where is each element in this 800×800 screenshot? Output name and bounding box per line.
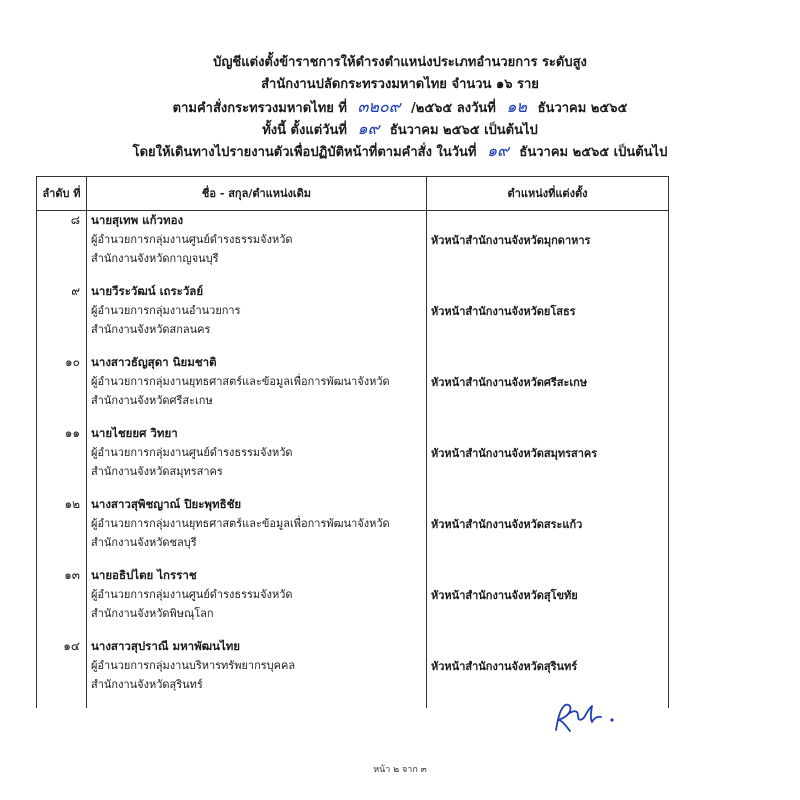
row-number: ๑๓ <box>37 566 87 637</box>
order-prefix: ตามคำสั่งกระทรวงมหาดไทย ที่ <box>172 101 347 116</box>
row-number: ๘ <box>37 211 87 283</box>
person-cell <box>87 566 427 637</box>
new-position-cell <box>427 211 669 283</box>
order-day-handwritten: ๑๒ <box>506 97 528 116</box>
new-position-cell <box>427 637 669 708</box>
office-count-text: สำนักงานปลัดกระทรวงมหาดไทย จำนวน ๑๖ ราย <box>261 77 539 92</box>
report-suffix: ธันวาคม ๒๕๖๕ เป็นต้นไป <box>519 145 668 160</box>
order-number-handwritten: ๓๒๐๙ <box>357 97 401 116</box>
header-order-line <box>0 96 800 118</box>
table-row <box>37 495 669 566</box>
old-position: ผู้อำนวยการกลุ่มงานศูนย์ดำรงธรรมจังหวัด <box>91 588 293 601</box>
order-mid: /๒๕๖๕ ลงวันที่ <box>411 101 496 116</box>
new-position: หัวหน้าสำนักงานจังหวัดยโสธร <box>431 305 576 318</box>
effective-prefix: ทั้งนี้ ตั้งแต่วันที่ <box>262 123 347 138</box>
old-office: สำนักงานจังหวัดชลบุรี <box>91 536 197 549</box>
old-position: ผู้อำนวยการกลุ่มงานศูนย์ดำรงธรรมจังหวัด <box>91 233 293 246</box>
new-position: หัวหน้าสำนักงานจังหวัดสระแก้ว <box>431 518 583 531</box>
effective-day-handwritten: ๑๙ <box>357 119 380 138</box>
old-office: สำนักงานจังหวัดสุรินทร์ <box>91 678 203 691</box>
person-name: นางสาวสุพิชญาณ์ ปิยะพุทธิชัย <box>91 497 242 511</box>
table-row <box>37 424 669 495</box>
column-header-number: ลำดับ ที่ <box>37 177 87 211</box>
old-office: สำนักงานจังหวัดสมุทรสาคร <box>91 465 223 478</box>
report-prefix: โดยให้เดินทางไปรายงานตัวเพื่อปฏิบัติหน้าที่ตามคำสั่ง ในวันที่ <box>132 145 477 160</box>
header-office-line <box>0 74 800 96</box>
person-name: นางสาวธัญสุดา นิยมชาติ <box>91 355 217 369</box>
row-number: ๑๑ <box>37 424 87 495</box>
old-position: ผู้อำนวยการกลุ่มงานยุทธศาสตร์และข้อมูลเพื่อการพัฒนาจังหวัด <box>91 375 390 388</box>
person-cell <box>87 282 427 353</box>
new-position-cell <box>427 566 669 637</box>
document-header <box>0 52 800 162</box>
column-header-name: ชื่อ - สกุล/ตำแหน่งเดิม <box>87 177 427 211</box>
old-office: สำนักงานจังหวัดศรีสะเกษ <box>91 394 213 407</box>
table-row <box>37 353 669 424</box>
person-cell <box>87 424 427 495</box>
new-position-cell <box>427 353 669 424</box>
old-office: สำนักงานจังหวัดพิษณุโลก <box>91 607 214 620</box>
new-position: หัวหน้าสำนักงานจังหวัดมุกดาหาร <box>431 234 591 247</box>
person-cell <box>87 637 427 708</box>
report-day-handwritten: ๑๙ <box>487 141 509 160</box>
person-cell <box>87 353 427 424</box>
table-row <box>37 211 669 283</box>
page-number: หน้า ๒ จาก ๓ <box>373 765 427 775</box>
effective-suffix: ธันวาคม ๒๕๖๕ เป็นต้นไป <box>389 123 538 138</box>
new-position-cell <box>427 424 669 495</box>
header-title-line <box>0 52 800 74</box>
column-header-new-position: ตำแหน่งที่แต่งตั้ง <box>427 177 669 211</box>
person-cell <box>87 211 427 283</box>
order-suffix: ธันวาคม ๒๕๖๕ <box>537 101 628 116</box>
table-row <box>37 566 669 637</box>
table-header-row <box>37 177 669 211</box>
new-position: หัวหน้าสำนักงานจังหวัดสุโขทัย <box>431 589 578 602</box>
appointment-table <box>36 176 669 708</box>
new-position: หัวหน้าสำนักงานจังหวัดสุรินทร์ <box>431 660 578 673</box>
header-report-line <box>0 140 800 162</box>
old-office: สำนักงานจังหวัดสกลนคร <box>91 323 211 336</box>
person-name: นายไชยยศ วิทยา <box>91 426 178 440</box>
old-position: ผู้อำนวยการกลุ่มงานศูนย์ดำรงธรรมจังหวัด <box>91 446 293 459</box>
person-name: นางสาวสุปราณี มหาพัฒนไทย <box>91 639 241 653</box>
new-position-cell <box>427 282 669 353</box>
old-position: ผู้อำนวยการกลุ่มงานยุทธศาสตร์และข้อมูลเพื่อการพัฒนาจังหวัด <box>91 517 390 530</box>
row-number: ๑๔ <box>37 637 87 708</box>
old-position: ผู้อำนวยการกลุ่มงานอำนวยการ <box>91 304 241 317</box>
title-text: บัญชีแต่งตั้งข้าราชการให้ดำรงตำแหน่งประเภทอำนวยการ ระดับสูง <box>213 55 587 70</box>
row-number: ๑๒ <box>37 495 87 566</box>
header-effective-line <box>0 118 800 140</box>
new-position: หัวหน้าสำนักงานจังหวัดศรีสะเกษ <box>431 376 588 389</box>
table-row <box>37 282 669 353</box>
table-row <box>37 637 669 708</box>
person-name: นายวีระวัฒน์ เถระวัลย์ <box>91 284 204 298</box>
old-position: ผู้อำนวยการกลุ่มงานบริหารทรัพยากรบุคคล <box>91 659 296 672</box>
person-name: นายสุเทพ แก้วทอง <box>91 213 184 227</box>
row-number: ๙ <box>37 282 87 353</box>
person-name: นายอธิปไตย ไกรราช <box>91 568 197 582</box>
person-cell <box>87 495 427 566</box>
row-number: ๑๐ <box>37 353 87 424</box>
new-position-cell <box>427 495 669 566</box>
new-position: หัวหน้าสำนักงานจังหวัดสมุทรสาคร <box>431 447 598 460</box>
old-office: สำนักงานจังหวัดกาญจนบุรี <box>91 252 219 265</box>
signature-mark <box>548 700 628 736</box>
